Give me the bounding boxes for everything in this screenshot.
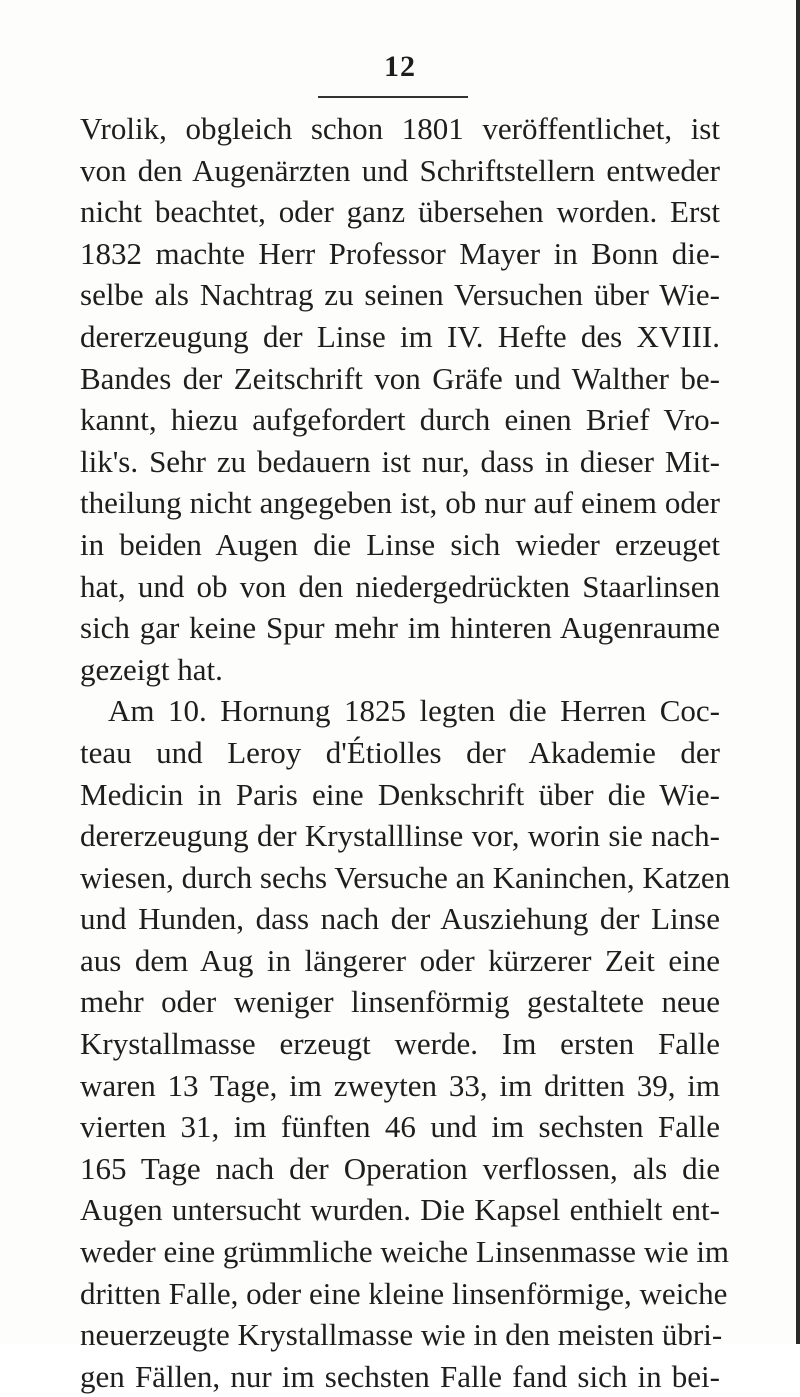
text-line: dererzeugung der Krystalllinse vor, worin sie nach- <box>80 818 720 854</box>
text-line: 165 Tage nach der Operation verflossen, als die <box>80 1150 720 1186</box>
text-line: Am 10. Hornung 1825 legten die Herren Coc- <box>108 693 720 729</box>
text-line: mehr oder weniger linsenförmig gestaltete neue <box>80 984 720 1020</box>
text-line: waren 13 Tage, im zweyten 33, im dritten 39, im <box>80 1067 720 1103</box>
text-line: lik's. Sehr zu bedauern ist nur, dass in dieser Mit- <box>80 443 720 479</box>
text-line: und Hunden, dass nach der Ausziehung der Linse <box>80 901 720 937</box>
text-line: neuerzeugte Krystallmasse wie in den meisten übri- <box>80 1317 723 1353</box>
text-line: gezeigt hat. <box>80 651 223 687</box>
header-rule <box>318 96 468 98</box>
text-line: dererzeugung der Linse im IV. Hefte des XVIII. <box>80 318 720 354</box>
text-line: selbe als Nachtrag zu seinen Versuchen über Wie- <box>80 277 720 313</box>
text-line: vierten 31, im fünften 46 und im sechsten Falle <box>80 1109 720 1145</box>
text-line: 1832 machte Herr Professor Mayer in Bonn die- <box>80 235 720 271</box>
text-line: theilung nicht angegeben ist, ob nur auf einem oder <box>80 485 720 521</box>
body-text <box>80 108 731 1397</box>
text-line: aus dem Aug in längerer oder kürzerer Zeit eine <box>80 942 720 978</box>
text-line: Bandes der Zeitschrift von Gräfe und Walther be- <box>80 360 720 396</box>
page-number: 12 <box>384 50 416 83</box>
text-line: hat, und ob von den niedergedrückten Staarlinsen <box>80 568 720 604</box>
text-line: Medicin in Paris eine Denkschrift über die Wie- <box>80 776 720 812</box>
text-line: von den Augenärzten und Schriftstellern entweder <box>80 152 720 188</box>
text-line: dritten Falle, oder eine kleine linsenförmige, weiche <box>80 1275 728 1311</box>
text-line: Augen untersucht wurden. Die Kapsel enthielt ent- <box>80 1192 720 1228</box>
text-line: kannt, hiezu aufgefordert durch einen Brief Vro- <box>80 402 720 438</box>
text-line: Krystallmasse erzeugt werde. Im ersten Falle <box>80 1026 720 1062</box>
text-line: in beiden Augen die Linse sich wieder erzeuget <box>80 526 720 562</box>
text-line: nicht beachtet, oder ganz übersehen worden. Erst <box>80 194 720 230</box>
text-line: gen Fällen, nur im sechsten Falle fand sich in bei- <box>80 1358 720 1394</box>
text-line: sich gar keine Spur mehr im hinteren Augenraume <box>80 610 720 646</box>
text-line: weder eine grümmliche weiche Linsenmasse wie im <box>80 1234 730 1270</box>
text-line: wiesen, durch sechs Versuche an Kaninchen, Katzen <box>80 859 731 895</box>
text-line: Vrolik, obgleich schon 1801 veröffentlichet, ist <box>80 111 720 146</box>
page-edge-shadow <box>796 0 800 1344</box>
text-line: teau und Leroy d'Étiolles der Akademie der <box>80 734 720 770</box>
